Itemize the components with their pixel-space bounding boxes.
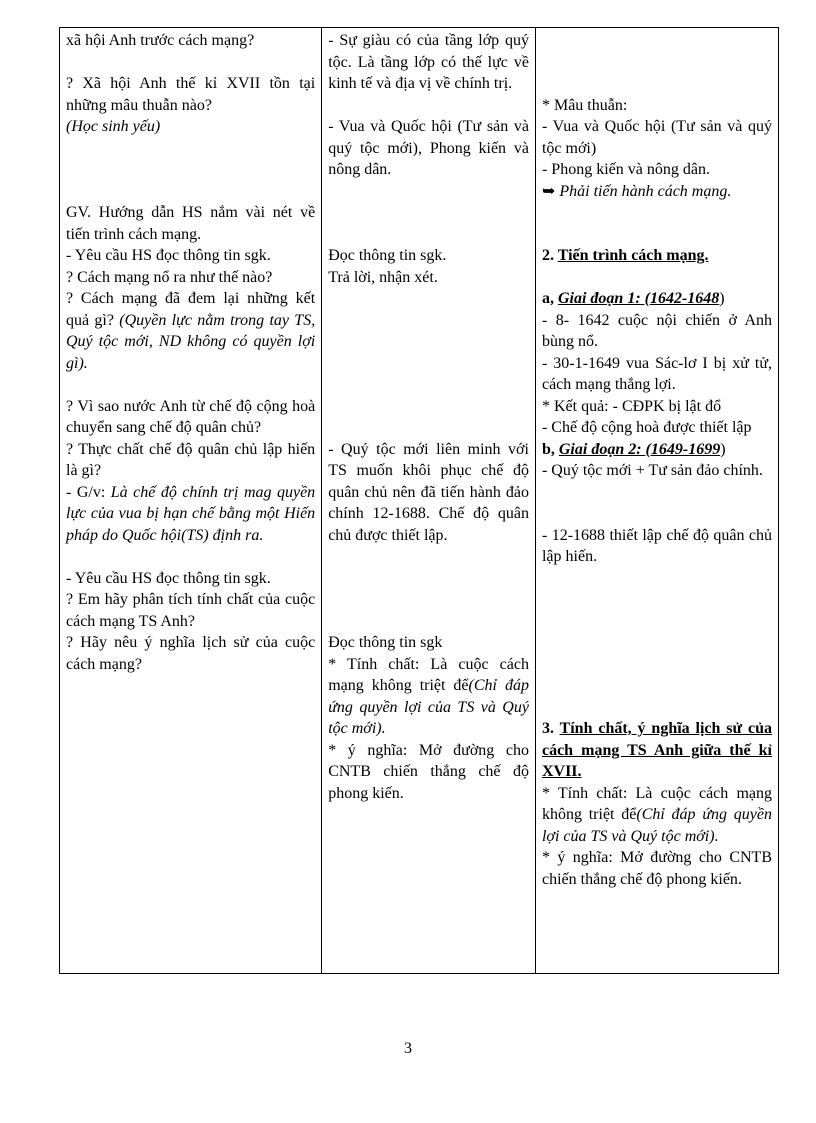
section-number: 3. bbox=[541, 720, 554, 737]
phase-prefix: a, bbox=[541, 290, 554, 307]
answer: Trả lời, nhận xét. bbox=[328, 268, 438, 286]
conclusion-text: Phải tiến hành cách mạng. bbox=[559, 182, 732, 200]
phase-title: Giai đoạn 2: (1649-1699 bbox=[558, 440, 721, 458]
phase-prefix: b, bbox=[541, 440, 555, 458]
student-activity-column bbox=[322, 28, 536, 974]
section-item-text: * Tính chất: Là cuộc cách mạng không triệt để bbox=[541, 784, 772, 823]
section-number: 2. bbox=[541, 247, 554, 264]
phase-heading-1 bbox=[542, 288, 772, 310]
table-row bbox=[60, 28, 779, 974]
contradiction-title: * Mâu thuẫn: bbox=[541, 96, 628, 114]
question-note: (Học sinh yếu) bbox=[66, 118, 161, 135]
question bbox=[66, 288, 315, 374]
lesson-table bbox=[59, 27, 779, 974]
teacher-explanation-text: Là chế độ chính trị mag quyền lực của vua bị hạn chế bằng một Hiến pháp do Quốc hội(TS) định ra. bbox=[66, 483, 316, 544]
teacher-guidance: GV. Hướng dẫn HS nắm vài nét về tiến trình cách mạng. bbox=[66, 204, 316, 243]
answer-text: * Tính chất: Là cuộc cách mạng không triệt để bbox=[328, 655, 529, 694]
contradiction-item: - Phong kiến và nông dân. bbox=[541, 161, 710, 178]
teacher-prefix: - G/v: bbox=[66, 483, 106, 501]
question: ? Xã hội Anh thế kỉ XVII tồn tại những mâu thuẫn nào? bbox=[66, 75, 316, 114]
phase-item: - Chế độ cộng hoà được thiết lập bbox=[541, 419, 752, 436]
phase-close: ) bbox=[720, 440, 726, 458]
question: ? Thực chất chế độ quân chủ lập hiến là gì? bbox=[66, 440, 316, 479]
question-note: (Quyền lực nằm trong tay TS, Quý tộc mới, ND không có quyền lợi gì). bbox=[66, 311, 316, 372]
phase-item: - 12-1688 thiết lập chế độ quân chủ lập hiến. bbox=[541, 526, 772, 565]
section-heading-2 bbox=[542, 245, 772, 267]
answer: - Vua và Quốc hội (Tư sản và quý tộc mới), Phong kiến và nông dân. bbox=[328, 118, 529, 178]
question: ? Hãy nêu ý nghĩa lịch sử của cuộc cách mạng? bbox=[66, 634, 316, 673]
requirement: - Yêu cầu HS đọc thông tin sgk. bbox=[66, 247, 271, 264]
section-item: * ý nghĩa: Mở đường cho CNTB chiến thắng chế độ phong kiến. bbox=[541, 849, 772, 888]
page-number: 3 bbox=[404, 1040, 412, 1057]
phase-close: ) bbox=[719, 290, 725, 307]
answer: Đọc thông tin sgk. bbox=[328, 247, 447, 264]
question-text: ? Cách mạng đã đem lại những kết quả gì? bbox=[66, 290, 316, 329]
section-item bbox=[542, 783, 772, 848]
answer bbox=[328, 654, 529, 740]
phase-item: - 8- 1642 cuộc nội chiến ở Anh bùng nổ. bbox=[541, 311, 772, 350]
teacher-activity-column bbox=[60, 28, 322, 974]
phase-item: - Quý tộc mới + Tư sản đảo chính. bbox=[541, 462, 763, 479]
question: ? Cách mạng nổ ra như thế nào? bbox=[66, 268, 273, 286]
question: ? Vì sao nước Anh từ chế độ cộng hoà chuyển sang chế độ quân chủ? bbox=[66, 397, 316, 436]
phase-title: Giai đoạn 1: (1642-1648 bbox=[557, 290, 720, 307]
requirement: - Yêu cầu HS đọc thông tin sgk. bbox=[66, 569, 271, 587]
answer: - Quý tộc mới liên minh với TS muốn khôi phục chế độ quân chủ nên đã tiến hành đảo chính 12-1688. Chế độ quân chủ được thiết lập. bbox=[328, 440, 529, 544]
section-item-note: (Chỉ đáp ứng quyền lợi của TS và Quý tộc mới). bbox=[541, 806, 773, 845]
phase-item: - 30-1-1649 vua Sác-lơ I bị xử tử, cách mạng thắng lợi. bbox=[541, 354, 772, 393]
section-heading-3 bbox=[542, 718, 772, 783]
arrow-icon: ➥ bbox=[541, 182, 556, 200]
answer: Đọc thông tin sgk bbox=[328, 634, 443, 651]
answer: * ý nghĩa: Mở đường cho CNTB chiến thắng chế độ phong kiến. bbox=[328, 741, 529, 802]
contradiction-item: - Vua và Quốc hội (Tư sản và quý tộc mới) bbox=[541, 118, 772, 157]
question: ? Em hãy phân tích tính chất của cuộc cách mạng TS Anh? bbox=[66, 591, 316, 630]
conclusion bbox=[542, 181, 772, 203]
teacher-explanation bbox=[66, 482, 315, 547]
text-line: xã hội Anh trước cách mạng? bbox=[66, 32, 255, 49]
phase-item: * Kết quả: - CĐPK bị lật đổ bbox=[541, 397, 722, 415]
section-title: Tiến trình cách mạng. bbox=[557, 247, 709, 264]
answer-note: (Chỉ đáp ứng quyền lợi của TS và Quý tộc mới). bbox=[328, 677, 529, 737]
answer: - Sự giàu có của tầng lớp quý tộc. Là tầng lớp có thế lực về kinh tế và địa vị về chính trị. bbox=[328, 32, 529, 92]
section-title: Tính chất, ý nghĩa lịch sử của cách mạng TS Anh giữa thế kỉ XVII. bbox=[541, 720, 773, 780]
phase-heading-2 bbox=[542, 439, 772, 461]
lesson-content-column bbox=[535, 28, 778, 974]
